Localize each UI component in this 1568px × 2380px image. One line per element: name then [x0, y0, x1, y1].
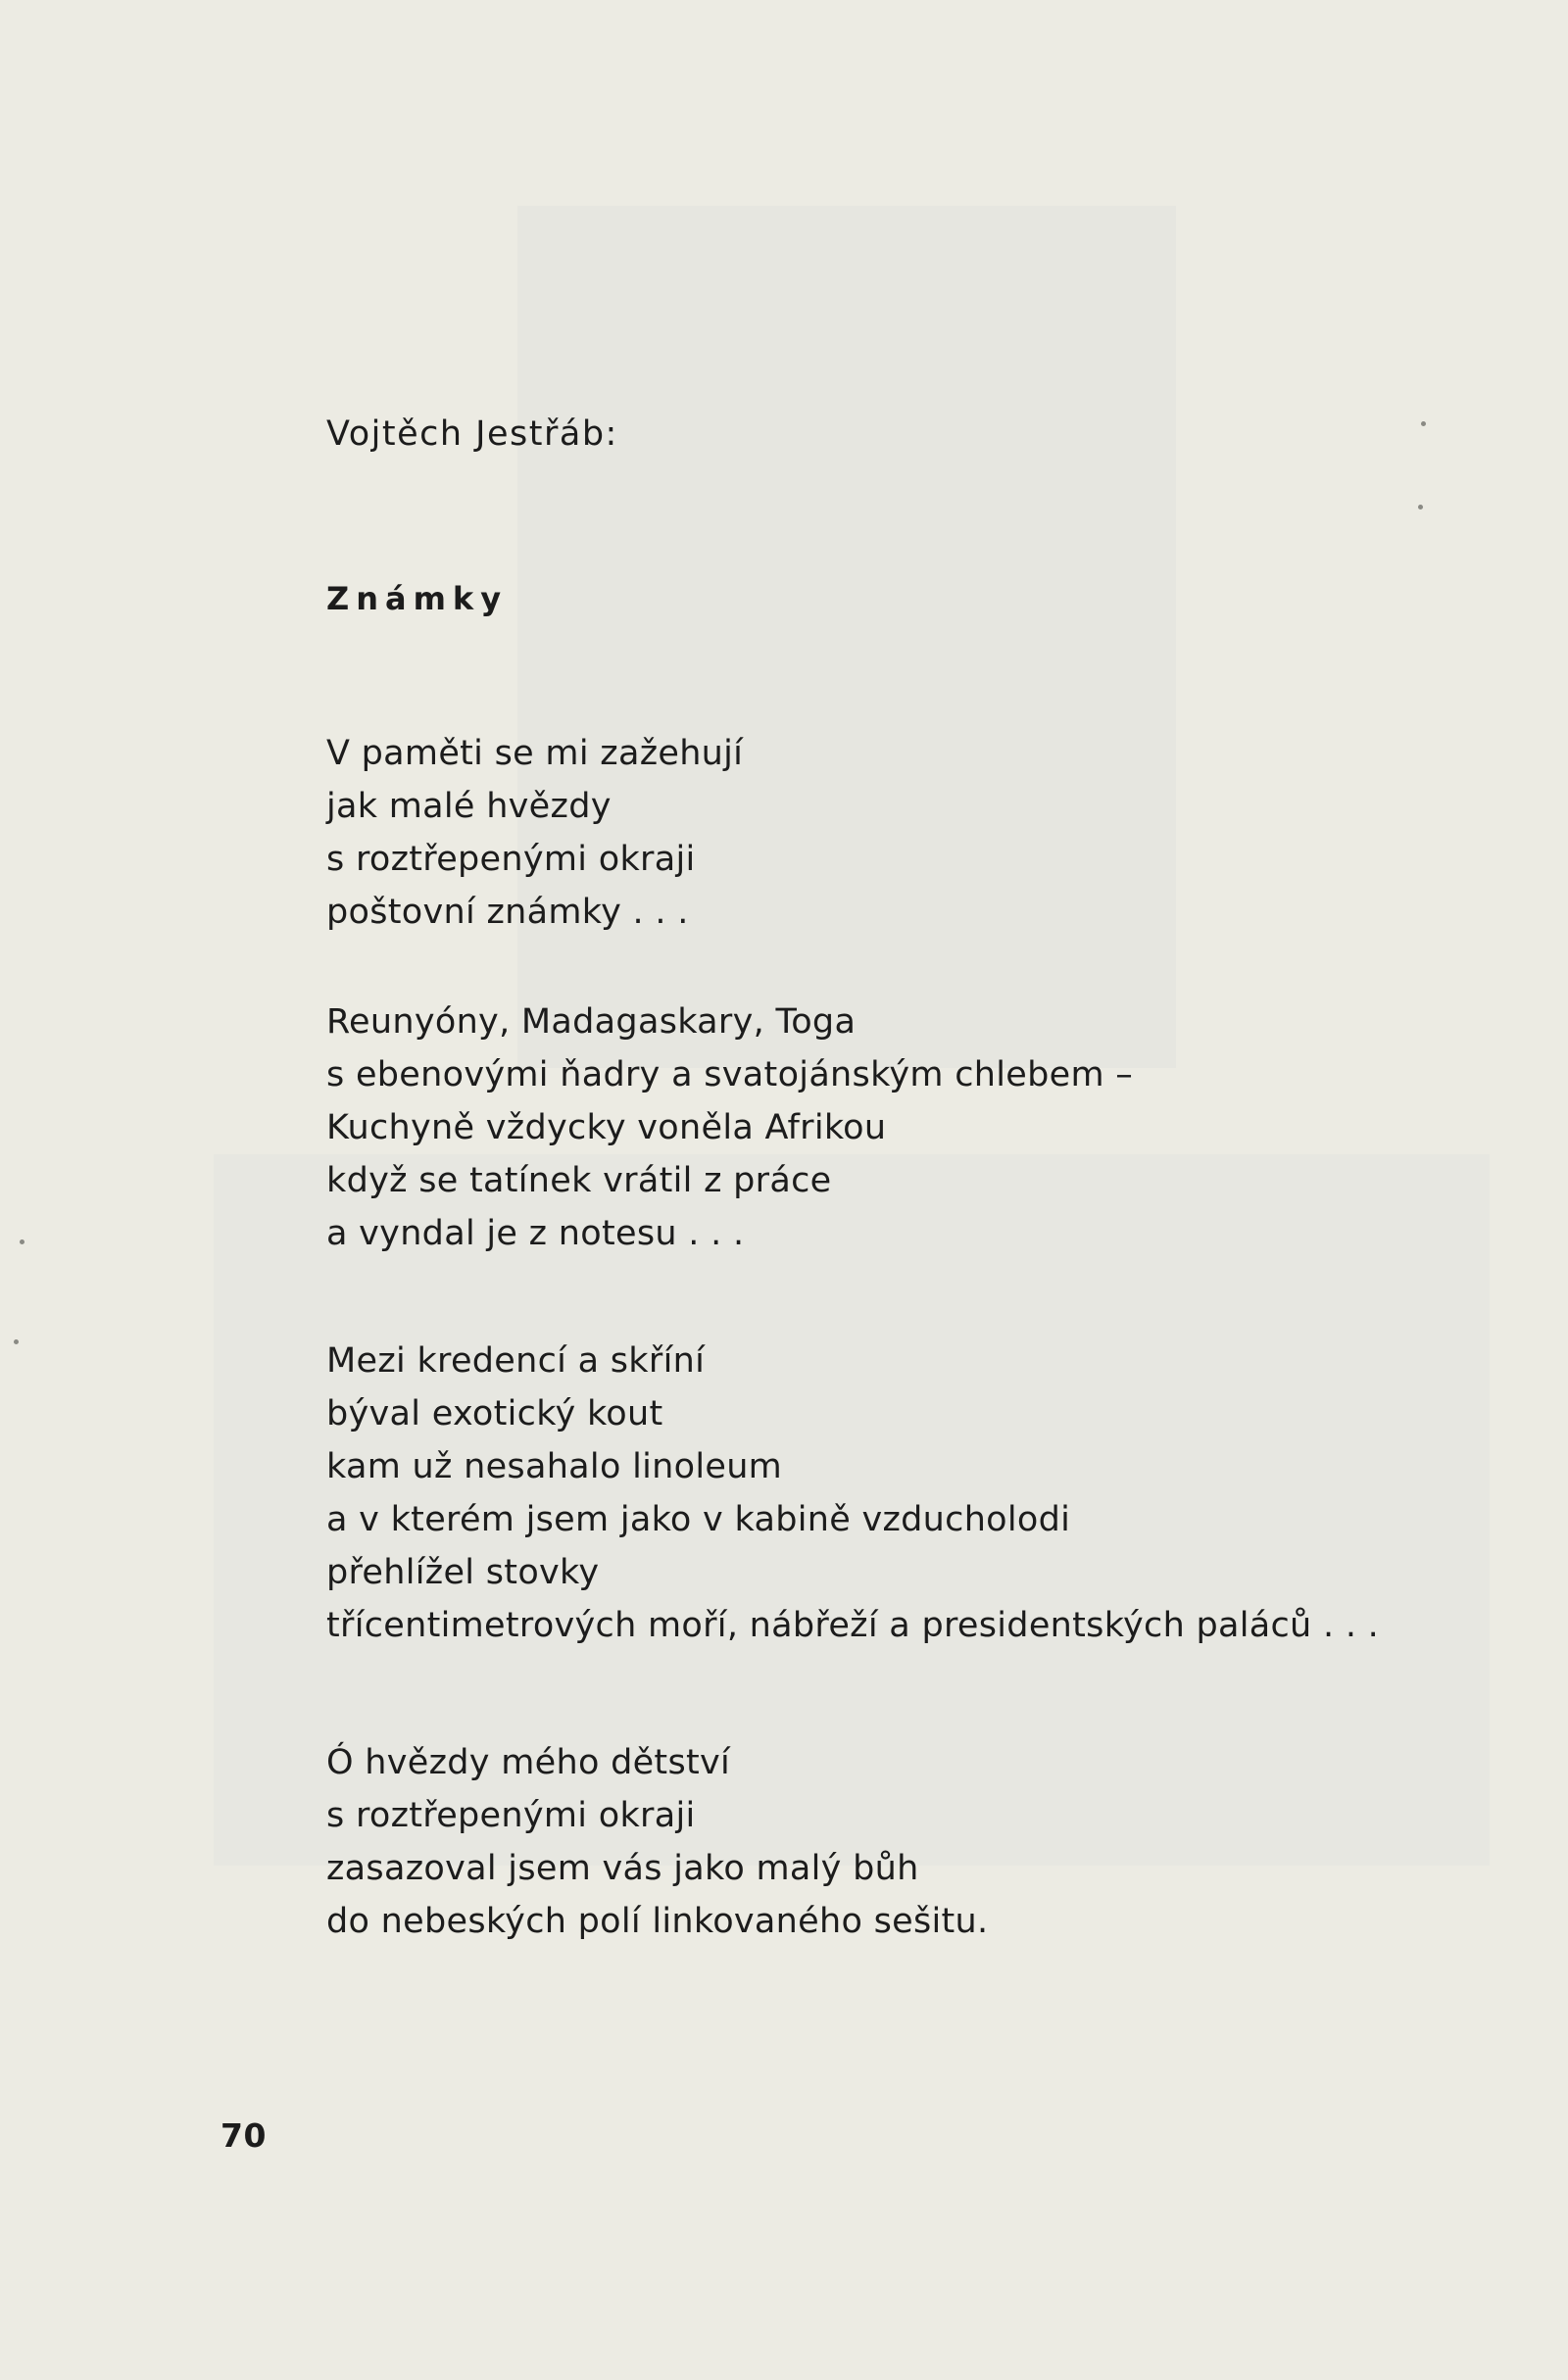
poem-line: Mezi kredencí a skříní	[326, 1341, 706, 1381]
poem-line: a v kterém jsem jako v kabině vzducholodi	[326, 1500, 1071, 1539]
page-number: 70	[220, 2116, 267, 2155]
poem	[326, 410, 1502, 1948]
stanza-3	[326, 1335, 1502, 1652]
poem-line: s roztřepenými okraji	[326, 1796, 696, 1835]
poem-author: Vojtěch Jestřáb:	[326, 414, 618, 454]
poem-line: když se tatínek vrátil z práce	[326, 1161, 832, 1200]
poem-line: přehlížel stovky	[326, 1553, 600, 1592]
stanza-1	[326, 727, 1502, 939]
poem-line: Kuchyně vždycky voněla Afrikou	[326, 1108, 887, 1147]
poem-line: s roztřepenými okraji	[326, 840, 696, 879]
poem-line: býval exotický kout	[326, 1394, 663, 1433]
poem-line: Reunyóny, Madagaskary, Toga	[326, 1002, 857, 1042]
poem-line: V paměti se mi zažehují	[326, 734, 744, 773]
poem-line: a vyndal je z notesu . . .	[326, 1214, 745, 1253]
poem-line: s ebenovými ňadry a svatojánským chlebem –	[326, 1055, 1134, 1094]
poem-title: Známky	[326, 580, 509, 617]
poem-line: do nebeských polí linkovaného sešitu.	[326, 1902, 989, 1941]
poem-line: kam už nesahalo linoleum	[326, 1447, 783, 1486]
stanza-2	[326, 996, 1502, 1260]
poem-line: poštovní známky . . .	[326, 893, 689, 932]
stanza-4	[326, 1736, 1502, 1948]
poem-line: Ó hvězdy mého dětství	[326, 1743, 731, 1782]
poem-line: zasazoval jsem vás jako malý bůh	[326, 1849, 919, 1888]
poem-line: třícentimetrových moří, nábřeží a presidentských paláců . . .	[326, 1606, 1380, 1645]
paper-speck	[14, 1339, 19, 1344]
paper-speck	[20, 1239, 24, 1244]
poem-line: jak malé hvězdy	[326, 787, 612, 826]
